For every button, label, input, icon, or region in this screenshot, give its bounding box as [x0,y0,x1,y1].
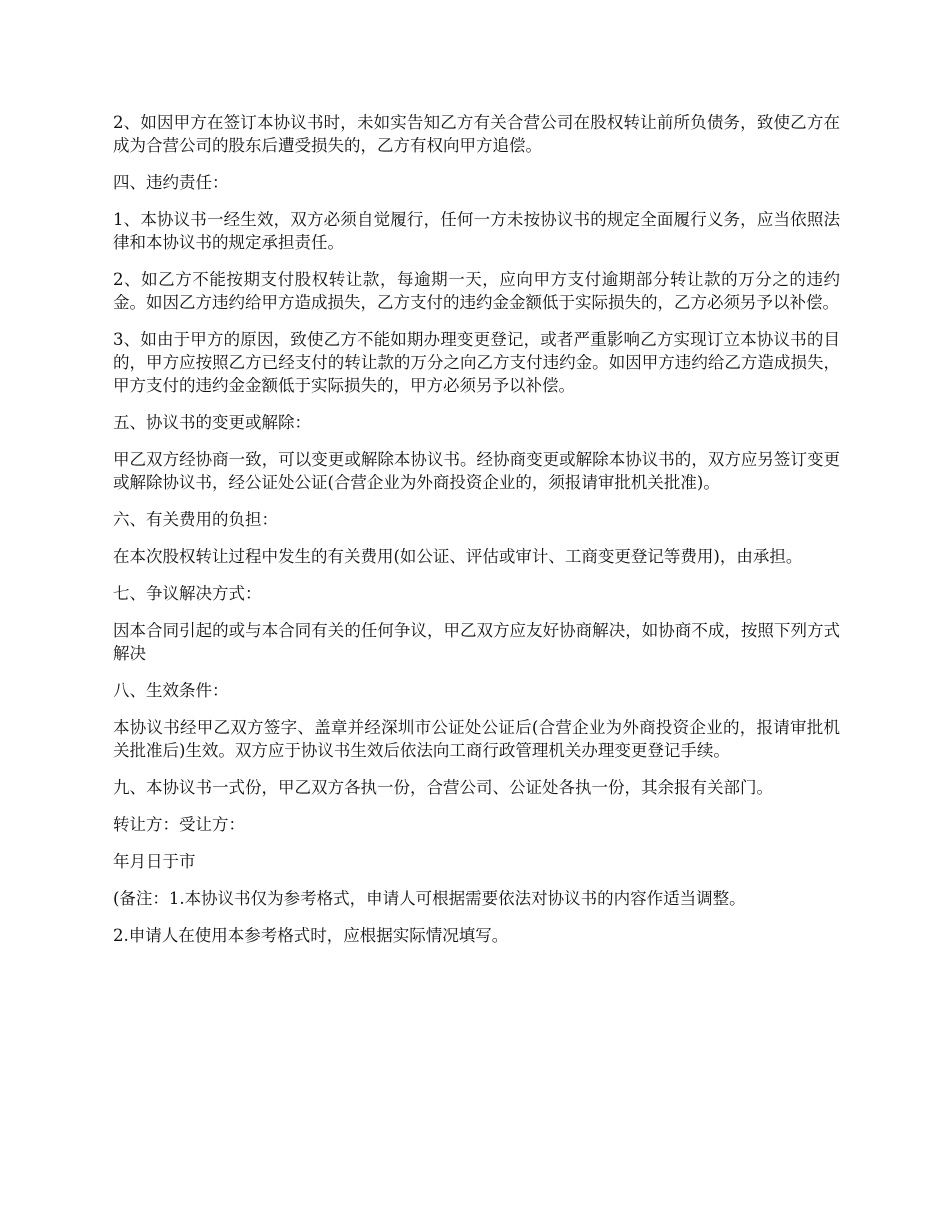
paragraph-breach-1: 1、本协议书一经生效，双方必须自觉履行，任何一方未按协议书的规定全面履行义务，应当依照法律和本协议书的规定承担责任。 [113,210,840,252]
signature-parties-line: 转让方：受让方： [113,815,245,834]
paragraph-breach-2: 2、如乙方不能按期支付股权转让款，每逾期一天，应向甲方支付逾期部分转让款的万分之的违约金。如因乙方违约给甲方造成损失，乙方支付的违约金金额低于实际损失的，乙方必须另予以补偿。 [113,270,840,312]
section-heading-copies: 九、本协议书一式份，甲乙双方各执一份，合营公司、公证处各执一份，其余报有关部门。 [113,778,773,797]
section-heading-effectiveness: 八、生效条件： [113,681,229,700]
note-line-1: (备注：1.本协议书仅为参考格式，申请人可根据需要依法对协议书的内容作适当调整。 [113,889,746,908]
paragraph-debt-recourse: 2、如因甲方在签订本协议书时，未如实告知乙方有关合营公司在股权转让前所负债务，致使乙方在成为合营公司的股东后遭受损失的，乙方有权向甲方追偿。 [113,113,840,155]
section-heading-fees: 六、有关费用的负担： [113,510,278,529]
section-heading-amendment: 五、协议书的变更或解除： [113,413,311,432]
paragraph-effectiveness: 本协议书经甲乙双方签字、盖章并经深圳市公证处公证后(合营企业为外商投资企业的，报请审批机关批准后)生效。双方应于协议书生效后依法向工商行政管理机关办理变更登记手续。 [113,718,840,760]
paragraph-dispute: 因本合同引起的或与本合同有关的任何争议，甲乙双方应友好协商解决，如协商不成，按照下列方式解决 [113,621,840,663]
section-heading-dispute: 七、争议解决方式： [113,584,262,603]
paragraph-amendment: 甲乙双方经协商一致，可以变更或解除本协议书。经协商变更或解除本协议书的，双方应另签订变更或解除协议书，经公证处公证(合营企业为外商投资企业的，须报请审批机关批准)。 [113,450,840,492]
document-body [113,111,840,961]
note-line-2: 2.申请人在使用本参考格式时，应根据实际情况填写。 [113,926,509,945]
paragraph-fees: 在本次股权转让过程中发生的有关费用(如公证、评估或审计、工商变更登记等费用)，由承担。 [113,547,803,566]
section-heading-breach: 四、违约责任： [113,173,229,192]
paragraph-breach-3: 3、如由于甲方的原因，致使乙方不能如期办理变更登记，或者严重影响乙方实现订立本协议书的目的，甲方应按照乙方已经支付的转让款的万分之向乙方支付违约金。如因甲方违约给乙方造成损失，甲方支付的违约金金额低于实际损失的，甲方必须另予以补偿。 [113,330,840,395]
date-place-line: 年月日于市 [113,852,196,871]
